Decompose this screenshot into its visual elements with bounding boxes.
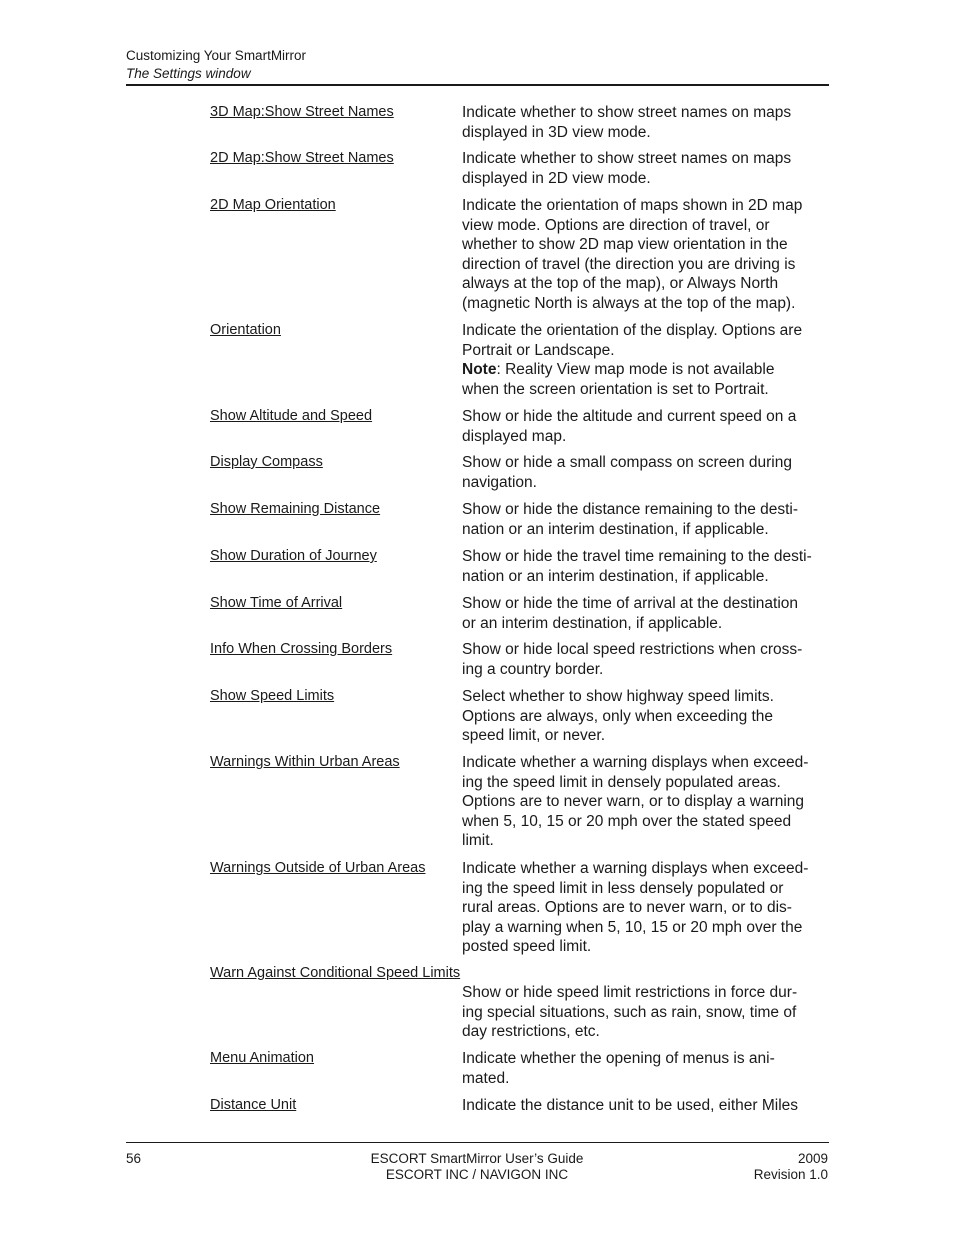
setting-description: Select whether to show highway speed limits. Options are always, only when exceeding the speed limit, or never.: [462, 688, 774, 745]
setting-name: Orientation: [210, 322, 281, 338]
setting-description: [462, 321, 832, 399]
setting-description: Show or hide the distance remaining to the desti- nation or an interim destination, if applicable.: [462, 501, 799, 538]
section-title: The Settings window: [126, 66, 251, 81]
setting-name: Show Speed Limits: [210, 688, 335, 704]
footer-divider: [126, 1142, 829, 1143]
setting-name: Display Compass: [210, 454, 323, 470]
setting-description: Show or hide the travel time remaining to the desti- nation or an interim destination, if applicable.: [462, 548, 812, 585]
setting-description: Indicate whether a warning displays when exceed- ing the speed limit in densely populated areas. Options are to never warn, or to display a warning when 5, 10, 15 or 20 mph over the stated speed limit.: [462, 754, 809, 850]
company-name: ESCORT INC / NAVIGON INC: [385, 1167, 569, 1182]
note-label: Note: [462, 361, 497, 379]
setting-name: 3D Map:Show Street Names: [210, 104, 394, 120]
setting-description: Indicate whether a warning displays when exceed- ing the speed limit in less densely populated or rural areas. Options are to never warn, or to dis- play a warning when 5, 10, 15 or 20 mph over the posted speed limit.: [462, 860, 809, 956]
setting-description: Indicate the orientation of maps shown in 2D map view mode. Options are direction of travel, or whether to show 2D map view orientation in the direction of travel (the direction you are driving is always at the top of the map), or Always North (magnetic North is always at the top of the map).: [462, 197, 803, 312]
document-year: 2009: [797, 1151, 828, 1166]
setting-name: Menu Animation: [210, 1050, 314, 1066]
setting-name: Warnings Within Urban Areas: [210, 754, 400, 770]
page-number: 56: [126, 1151, 142, 1166]
setting-description: Show or hide the altitude and current speed on a displayed map.: [462, 408, 797, 445]
setting-name: Show Altitude and Speed: [210, 408, 373, 424]
document-revision: Revision 1.0: [753, 1167, 828, 1182]
setting-name: 2D Map Orientation: [210, 197, 336, 213]
note-text: : Reality View map mode is not available when the screen orientation is set to Portrait.: [462, 361, 775, 398]
setting-name: Show Time of Arrival: [210, 595, 343, 611]
setting-description: Indicate whether the opening of menus is ani- mated.: [462, 1050, 775, 1087]
running-header: [126, 47, 306, 83]
setting-description: Indicate whether to show street names on maps displayed in 2D view mode.: [462, 150, 792, 187]
setting-description: Indicate whether to show street names on maps displayed in 3D view mode.: [462, 104, 792, 141]
setting-description: Show or hide speed limit restrictions in force dur- ing special situations, such as rain, snow, time of day restrictions, etc.: [462, 984, 798, 1041]
document-title: ESCORT SmartMirror User’s Guide: [370, 1151, 584, 1166]
setting-description: Show or hide local speed restrictions when cross- ing a country border.: [462, 641, 803, 678]
setting-description: Indicate the distance unit to be used, either Miles: [462, 1097, 799, 1114]
chapter-title: Customizing Your SmartMirror: [126, 48, 307, 63]
setting-name: Show Remaining Distance: [210, 501, 381, 517]
setting-name: Show Duration of Journey: [210, 548, 377, 564]
setting-name: Warnings Outside of Urban Areas: [210, 860, 426, 876]
setting-description: Show or hide the time of arrival at the destination or an interim destination, if applicable.: [462, 595, 799, 632]
setting-name: Warn Against Conditional Speed Limits: [210, 965, 461, 981]
setting-description-text: Indicate the orientation of the display. Options are Portrait or Landscape.: [462, 322, 803, 359]
setting-name: 2D Map:Show Street Names: [210, 150, 394, 166]
setting-description: Show or hide a small compass on screen during navigation.: [462, 454, 792, 491]
footer-right: [754, 1151, 828, 1183]
setting-name: Info When Crossing Borders: [210, 641, 393, 657]
footer-center: [300, 1151, 654, 1183]
header-divider: [126, 84, 829, 86]
setting-name: Distance Unit: [210, 1097, 297, 1113]
